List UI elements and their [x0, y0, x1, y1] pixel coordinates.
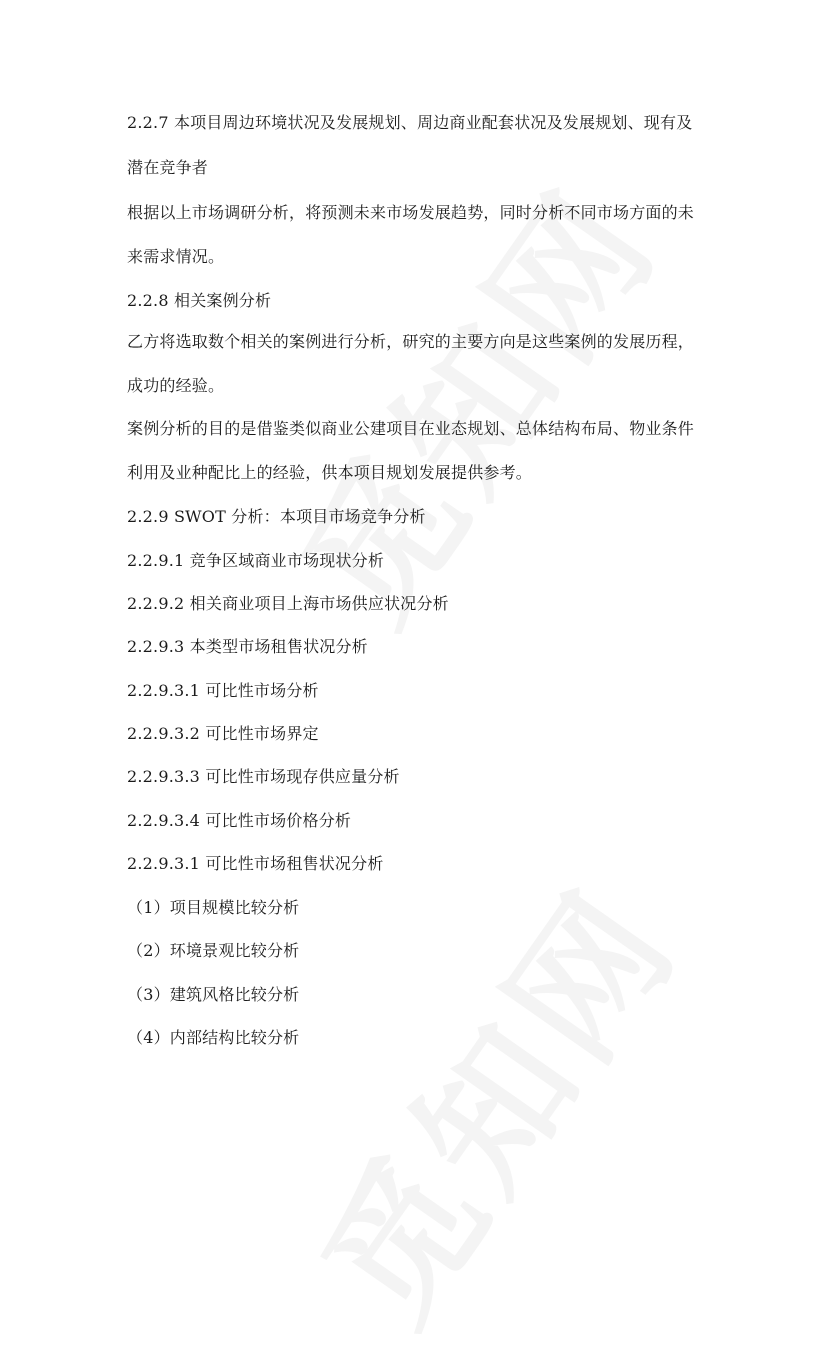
paragraph: 案例分析的目的是借鉴类似商业公建项目在业态规划、总体结构布局、物业条件 [127, 419, 695, 438]
heading-2-2-9: 2.2.9 SWOT 分析：本项目市场竞争分析 [127, 507, 426, 526]
heading-2-2-9-3-1b: 2.2.9.3.1 可比性市场租售状况分析 [127, 854, 384, 873]
list-item: （4）内部结构比较分析 [127, 1028, 300, 1047]
heading-2-2-9-3-1: 2.2.9.3.1 可比性市场分析 [127, 681, 319, 700]
paragraph: 乙方将选取数个相关的案例进行分析，研究的主要方向是这些案例的发展历程， [127, 332, 695, 351]
watermark [264, 839, 716, 1356]
heading-2-2-9-3: 2.2.9.3 本类型市场租售状况分析 [127, 637, 368, 656]
heading-2-2-9-2: 2.2.9.2 相关商业项目上海市场供应状况分析 [127, 594, 449, 613]
heading-2-2-9-1: 2.2.9.1 竞争区域商业市场现状分析 [127, 551, 385, 570]
heading-2-2-7-cont: 潜在竞争者 [127, 158, 209, 177]
list-item: （2）环境景观比较分析 [127, 941, 300, 960]
heading-2-2-9-3-4: 2.2.9.3.4 可比性市场价格分析 [127, 811, 352, 830]
paragraph-cont: 利用及业种配比上的经验，供本项目规划发展提供参考。 [127, 463, 533, 482]
list-item: （3）建筑风格比较分析 [127, 985, 300, 1004]
heading-2-2-9-3-2: 2.2.9.3.2 可比性市场界定 [127, 724, 319, 743]
list-item: （1）项目规模比较分析 [127, 898, 300, 917]
paragraph-cont: 来需求情况。 [127, 247, 225, 266]
heading-2-2-8: 2.2.8 相关案例分析 [127, 291, 272, 310]
heading-2-2-7: 2.2.7 本项目周边环境状况及发展规划、周边商业配套状况及发展规划、现有及 [127, 113, 693, 132]
paragraph: 根据以上市场调研分析，将预测未来市场发展趋势，同时分析不同市场方面的未 [127, 203, 695, 222]
heading-2-2-9-3-3: 2.2.9.3.3 可比性市场现存供应量分析 [127, 767, 400, 786]
paragraph-cont: 成功的经验。 [127, 376, 225, 395]
